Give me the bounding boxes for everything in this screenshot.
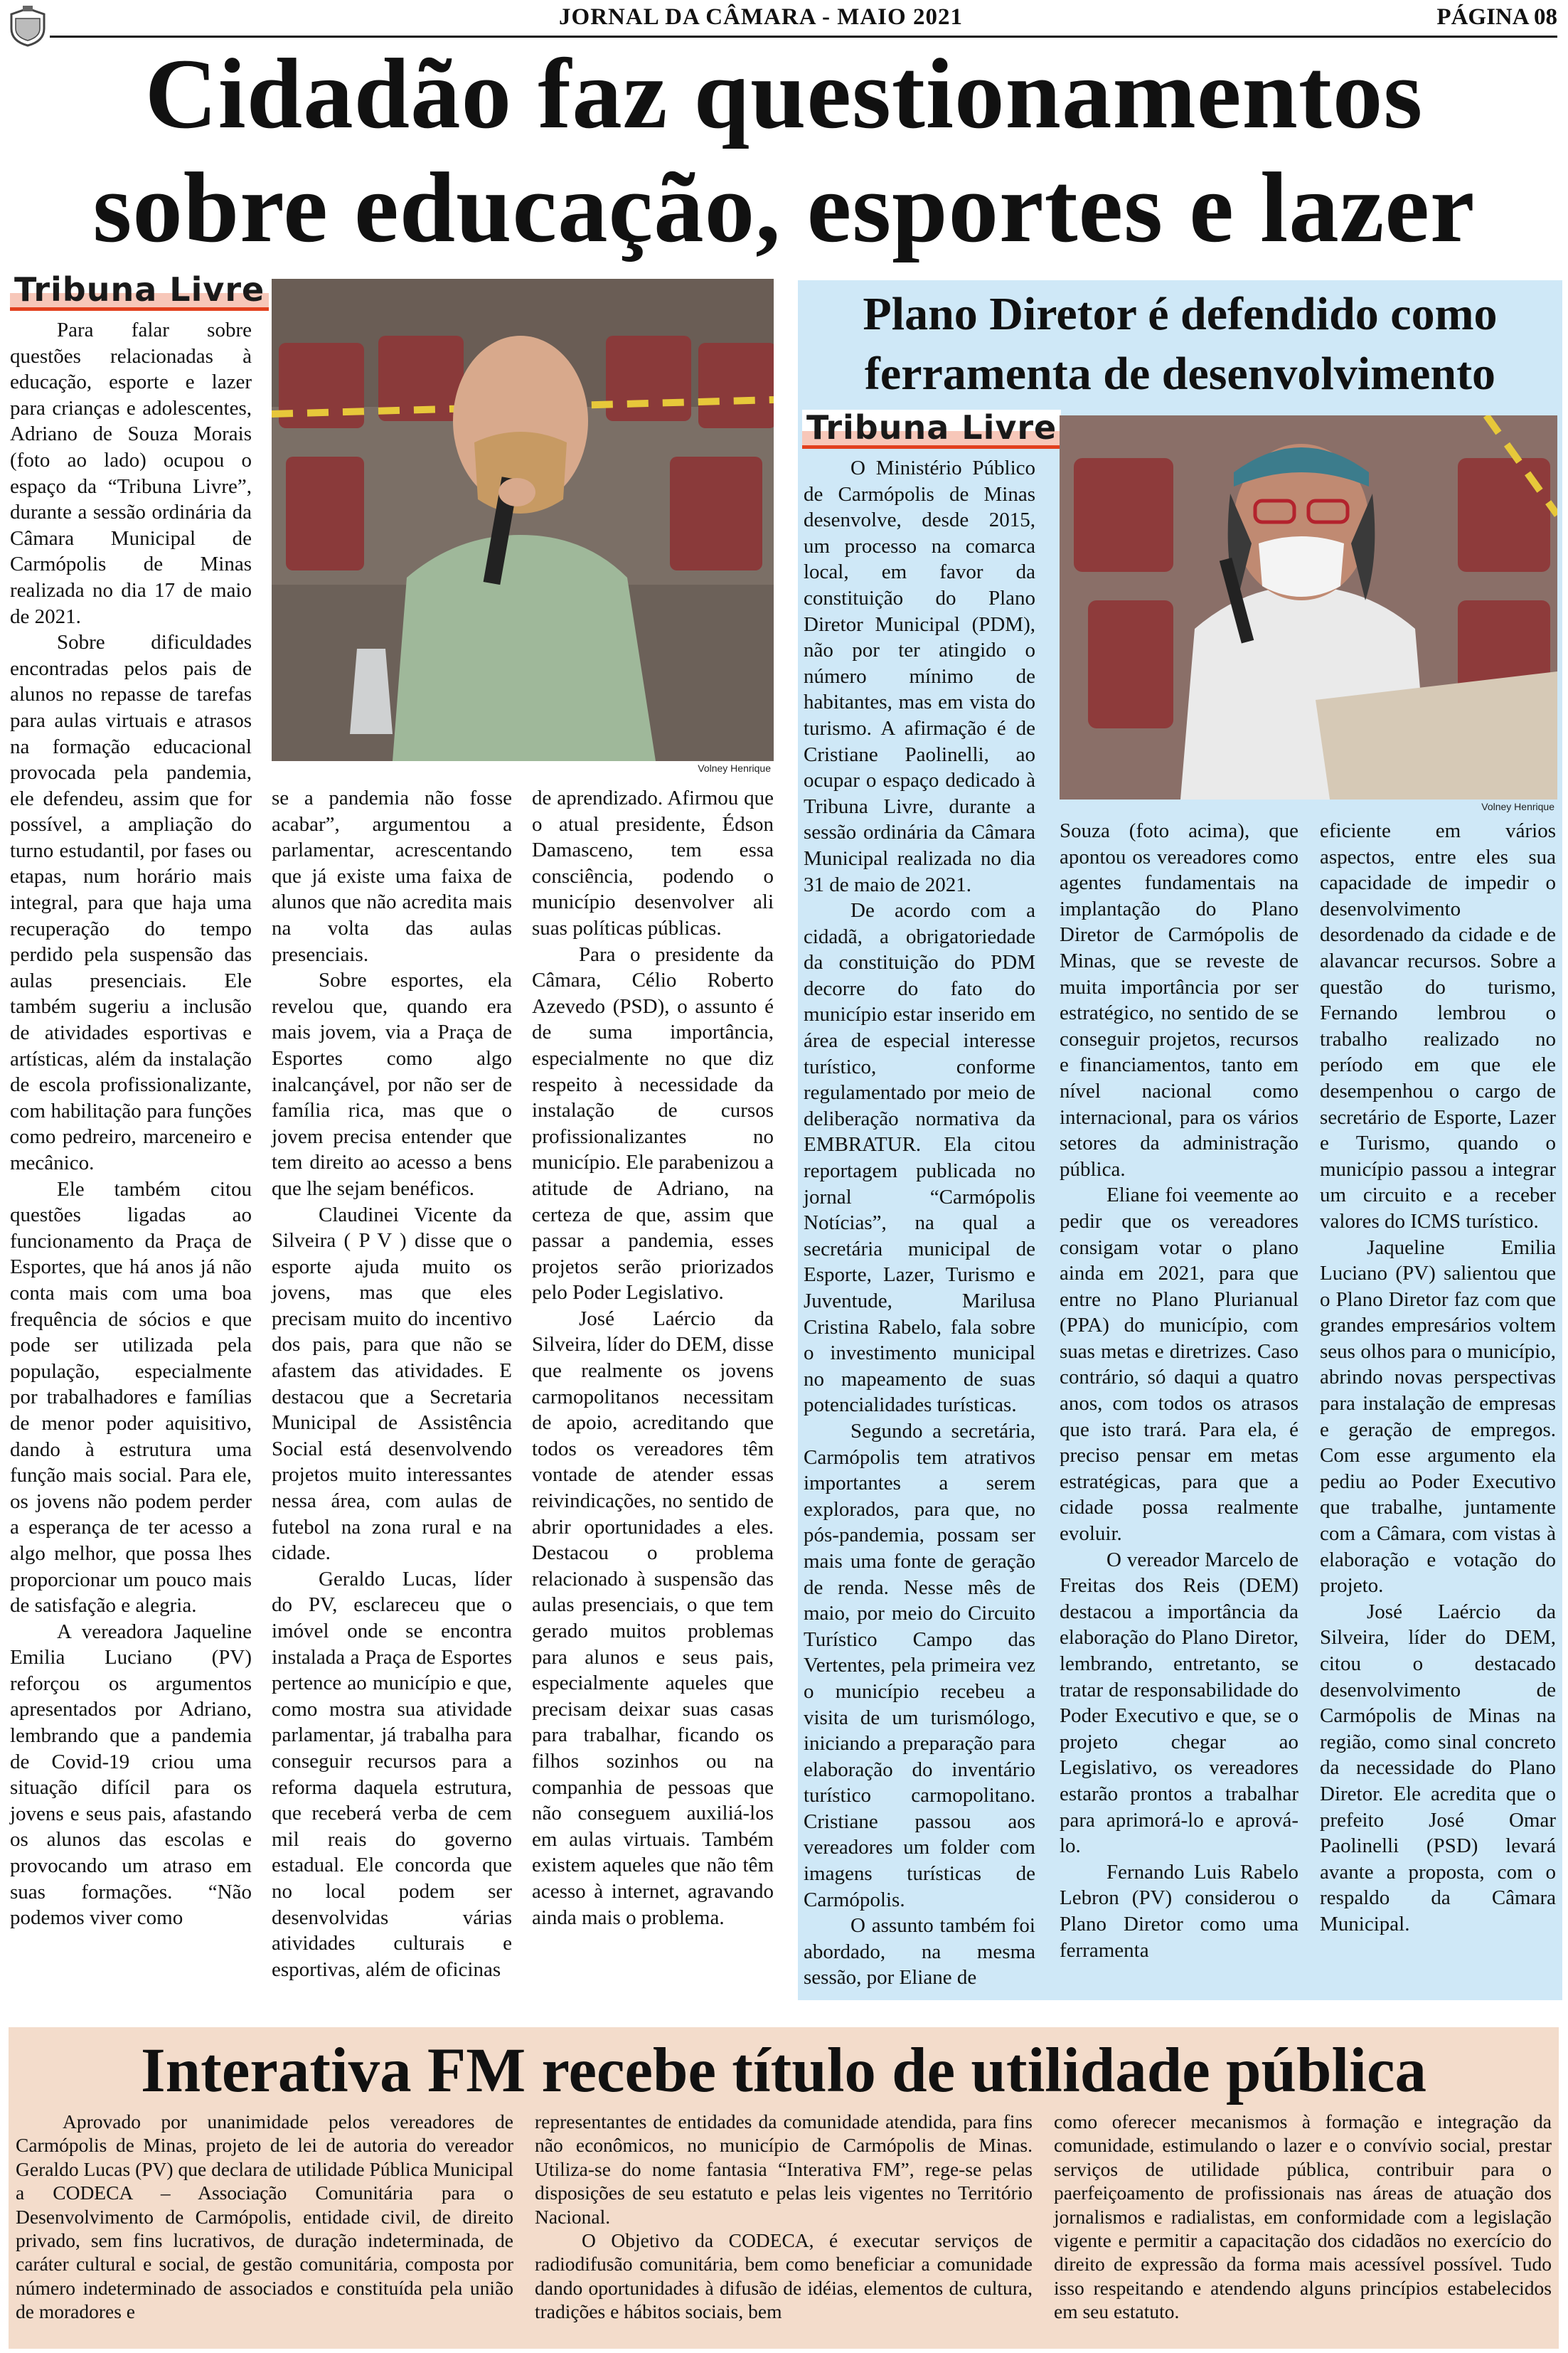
- interativa-col-1: [16, 2110, 513, 2324]
- paragraph: eficiente em vários aspectos, entre eles sua capacidade de impedir o desenvolvimento desordenado da cidade e de alavancar recursos. Sobre a questão do turismo, Fernando lembrou o trabalho realizado no período em que ele desempenhou o cargo de secretário de Esporte, Lazer e Turismo, quando o município passou a integrar um circuito e a receber valores do ICMS turístico.: [1320, 819, 1556, 1233]
- paragraph: Jaqueline Emilia Luciano (PV) salientou que o Plano Diretor faz com que grandes empresários voltem seus olhos para o município, abrindo novas perspectivas para instalação de empresas e geração de empregos. Com esse argumento ela pediu ao Poder Executivo que trabalhe, juntamente com a Câmara, com vistas à elaboração e votação do projeto.: [1320, 1236, 1556, 1598]
- paragraph: O assunto também foi abordado, na mesma sessão, por Eliane de: [804, 1914, 1035, 1990]
- paragraph: José Laércio da Silveira, líder do DEM, citou o destacado desenvolvimento de Carmópolis de Minas na região, como sinal concreto da necessidade do Plano Diretor. Ele acredita que o prefeito José Omar Paolinelli (PSD) levará avante a proposta, com o respaldo da Câmara Municipal.: [1320, 1600, 1556, 1935]
- paragraph: Aprovado por unanimidade pelos vereadores de Carmópolis de Minas, projeto de lei de autoria do vereador Geraldo Lucas (PV) que declara de utilidade Pública Municipal a CODECA – Associação Comunitária para o Desenvolvimento de Carmópolis, entidade civil, de direito privado, sem fins lucrativos, de duração indeterminada, de caráter cultural e social, de gestão comunitária, composta por número indeterminado de associados e constituída pela união de moradores e: [16, 2110, 513, 2323]
- paragraph: O vereador Marcelo de Freitas dos Reis (DEM) destacou a importância da elaboração do Plano Diretor, lembrando, entretanto, se tratar de responsabilidade do Poder Executivo e que, se o projeto chegar ao Legislativo, os vereadores estarão prontos a trabalhar para aprimorá-lo e aprová-lo.: [1060, 1548, 1298, 1858]
- photo-adriano: [272, 279, 774, 761]
- paragraph: Segundo a secretária, Carmópolis tem atrativos importantes a serem explorados, para que, no pós-pandemia, possam ser mais uma fonte de geração de renda. Nesse mês de maio, por meio do Circuito Turístico Campo das Vertentes, pela primeira vez o município recebeu a visita de um turismólogo, iniciando a preparação para elaboração do inventário turístico carmopolitano. Cristiane passou aos vereadores um folder com imagens turísticas de Carmópolis.: [804, 1419, 1035, 1911]
- paragraph: representantes de entidades da comunidade atendida, para fins não econômicos, no município de Carmópolis de Minas. Utiliza-se do nome fantasia “Interativa FM”, rege-se pelas disposições de seu estatuto e pelas leis vigentes no Território Nacional.: [535, 2110, 1033, 2228]
- plano-headline-line-1: Plano Diretor é defendido como: [863, 288, 1498, 340]
- plano-article-col-3: [1320, 818, 1556, 1938]
- photo-credit-2: Volney Henrique: [1481, 801, 1554, 812]
- main-article-col-3: [532, 785, 774, 1930]
- paragraph: se a pandemia não fosse acabar”, argumentou a parlamentar, acrescentando que já existe uma faixa de alunos que não acredita mais na volta das aulas presenciais.: [272, 787, 512, 966]
- paragraph: De acordo com a cidadã, a obrigatoriedade da constituição do PDM decorre do fato do município estar inserido em área de especial interesse turístico, conforme regulamentado por meio de deliberação normativa da EMBRATUR. Ela citou reportagem publicada no jornal “Carmópolis Notícias”, na qual a secretária municipal de Esporte, Lazer, Turismo e Juventude, Marilusa Cristina Rabelo, fala sobre o investimento municipal no mapeamento de suas potencialidades turísticas.: [804, 899, 1035, 1417]
- paragraph: Eliane foi veemente ao pedir que os vereadores consigam votar o plano ainda em 2021, para que entre no Plano Plurianual (PPA) do município, com suas metas e diretrizes. Caso contrário, só daqui a quatro anos, com todos os atrasos que isto trará. Para ela, é preciso pensar em metas estratégicas, para que a cidade possa realmente evoluir.: [1060, 1184, 1298, 1546]
- paragraph: O Ministério Público de Carmópolis de Minas desenvolve, desde 2015, um processo na comarca local, em favor da constituição do Plano Diretor Municipal (PDM), não por ter atingido o número mínimo de habitantes, mas em vista do turismo. A afirmação é de Cristiane Paolinelli, ao ocupar o espaço dedicado à Tribuna Livre, durante a sessão ordinária da Câmara Municipal realizada no dia 31 de maio de 2021.: [804, 457, 1035, 896]
- paragraph: Sobre dificuldades encontradas pelos pais de alunos no repasse de tarefas para aulas virtuais e atrasos na formação educacional provocada pela pandemia, ele defendeu, assim que for possível, a ampliação do turno estudantil, por fases ou etapas, num horário mais integral, para que haja uma recuperação do tempo perdido pela suspensão das aulas presenciais. Ele também sugeriu a inclusão de atividades esportivas e artísticas, além da instalação de escola profissionalizante, com habilitação para funções como pedreiro, marceneiro e mecânico.: [10, 631, 252, 1174]
- interativa-col-3: [1054, 2110, 1552, 2324]
- main-headline-line-2: sobre educação, esportes e lazer: [92, 152, 1476, 263]
- paragraph: José Laércio da Silveira, líder do DEM, disse que realmente os jovens carmopolitanos necessitam de apoio, acreditando que todos os vereadores têm vontade de atender essas reivindicações, no sentido de abrir oportunidades a eles. Destacou o problema relacionado à suspensão das aulas presenciais, o que tem gerado muitos problemas para alunos e seus pais, especialmente aqueles que precisam deixar suas casas para trabalhar, ficando os filhos sozinhos ou na companhia de pessoas que não conseguem auxiliá-los em aulas virtuais. Também existem aqueles que não têm acesso à internet, agravando ainda mais o problema.: [532, 1307, 774, 1929]
- paragraph: Claudinei Vicente da Silveira ( P V ) disse que o esporte ajuda muito os jovens, mas que eles precisam muito do incentivo dos pais, para que não se afastem das atividades. E destacou que a Secretaria Municipal de Assistência Social está desenvolvendo projetos muito interessantes nessa área, com aulas de futebol na zona rural e na cidade.: [272, 1203, 512, 1565]
- photo-eliane: [1060, 415, 1557, 800]
- paragraph: de aprendizado. Afirmou que o atual presidente, Édson Damasceno, tem essa consciência, podendo o município desenvolver ali suas políticas públicas.: [532, 787, 774, 940]
- plano-headline: [798, 285, 1562, 404]
- photo-credit: Volney Henrique: [698, 763, 771, 774]
- plano-article-col-2: [1060, 818, 1298, 1963]
- section-tag-label: Tribuna Livre: [802, 410, 1061, 449]
- main-article-col-2: [272, 785, 512, 1982]
- paragraph: Ele também citou questões ligadas ao funcionamento da Praça de Esportes, que há anos já não conta mais com uma boa frequência de sócios e que pode ser utilizada pela população, especialmente por trabalhadores e famílias de menor poder aquisitivo, dando à estrutura uma função mais social. Para ele, os jovens não podem perder a esperança de ter acesso a algo melhor, que possa lhes proporcionar um pouco mais de satisfação e alegria.: [10, 1177, 252, 1618]
- interativa-col-2: [535, 2110, 1033, 2324]
- paragraph: Sobre esportes, ela revelou que, quando era mais jovem, via a Praça de Esportes como algo inalcançável, por não ser de família rica, mas que o jovem precisa entender que tem direito ao acesso a bens que lhe sejam benéficos.: [272, 969, 512, 1200]
- paragraph: como oferecer mecanismos à formação e integração da comunidade, estimulando o lazer e o convívio social, prestar serviços de utilidade pública, contribuir para o paerfeiçoamento de profissionais nas áreas de atuação dos jornalismos e radialistas, em conformidade com a legislação vigente e permitir a capacitação dos cidadãos no exercício do direito de expressão da forma mais acessível possível. Tudo isso respeitando e atendendo alguns princípios estabelecidos em seu estatuto.: [1054, 2110, 1552, 2323]
- paragraph: O Objetivo da CODECA, é executar serviços de radiodifusão comunitária, bem como beneficiar a comunidade dando oportunidades à difusão de idéias, elementos de cultura, tradições e hábitos sociais, bem: [535, 2229, 1033, 2323]
- section-tag-tribuna-livre: [10, 272, 269, 311]
- section-tag-tribuna-livre-2: [802, 410, 1061, 449]
- paragraph: A vereadora Jaqueline Emilia Luciano (PV) reforçou os argumentos apresentados por Adriano, lembrando que a pandemia de Covid-19 criou uma situação difícil para os jovens e seus pais, afastando os alunos das escolas e provocando um atraso em suas formações. “Não podemos viver como: [10, 1620, 252, 1930]
- paragraph: Souza (foto acima), que apontou os vereadores como agentes fundamentais na implantação do Plano Diretor de Carmópolis de Minas, que se reveste de muita importância por ser estratégico, no sentido de se conseguir projetos, recursos e financiamentos, tanto em nível nacional como internacional, para os vários setores da administração pública.: [1060, 819, 1298, 1181]
- paragraph: Fernando Luis Rabelo Lebron (PV) considerou o Plano Diretor como uma ferramenta: [1060, 1860, 1298, 1962]
- paragraph: Geraldo Lucas, líder do PV, esclareceu que o imóvel onde se encontra instalada a Praça de Esportes pertence ao município e que, como mostra sua atividade parlamentar, já trabalha para conseguir recursos para a reforma daquela estrutura, que receberá verba de cem mil reais do governo estadual. Ele concorda que no local podem ser desenvolvidas várias atividades culturais e esportivas, além de oficinas: [272, 1567, 512, 1981]
- section-tag-label: Tribuna Livre: [10, 272, 269, 311]
- plano-article-col-1: [804, 455, 1035, 1991]
- page-number: PÁGINA 08: [1436, 4, 1557, 30]
- plano-headline-line-2: ferramenta de desenvolvimento: [864, 348, 1496, 400]
- journal-title: JORNAL DA CÂMARA - MAIO 2021: [559, 4, 963, 30]
- interativa-headline: Interativa FM recebe título de utilidade pública: [141, 2036, 1426, 2105]
- main-headline: [7, 37, 1561, 265]
- paragraph: Para o presidente da Câmara, Célio Roberto Azevedo (PSD), o assunto é de suma importância, especialmente no que diz respeito à necessidade da instalação de cursos profissionalizantes no município. Ele parabenizou a atitude de Adriano, na certeza de que, assim que passar a pandemia, esses projetos serão priorizados pelo Poder Legislativo.: [532, 942, 774, 1305]
- main-headline-line-1: Cidadão faz questionamentos: [144, 38, 1424, 149]
- main-article-col-1: [10, 317, 252, 1931]
- paragraph: Para falar sobre questões relacionadas à educação, esporte e lazer para crianças e adolescentes, Adriano de Souza Morais (foto ao lado) ocupou o espaço da “Tribuna Livre”, durante a sessão ordinária da Câmara Municipal de Carmópolis de Minas realizada no dia 17 de maio de 2021.: [10, 319, 252, 628]
